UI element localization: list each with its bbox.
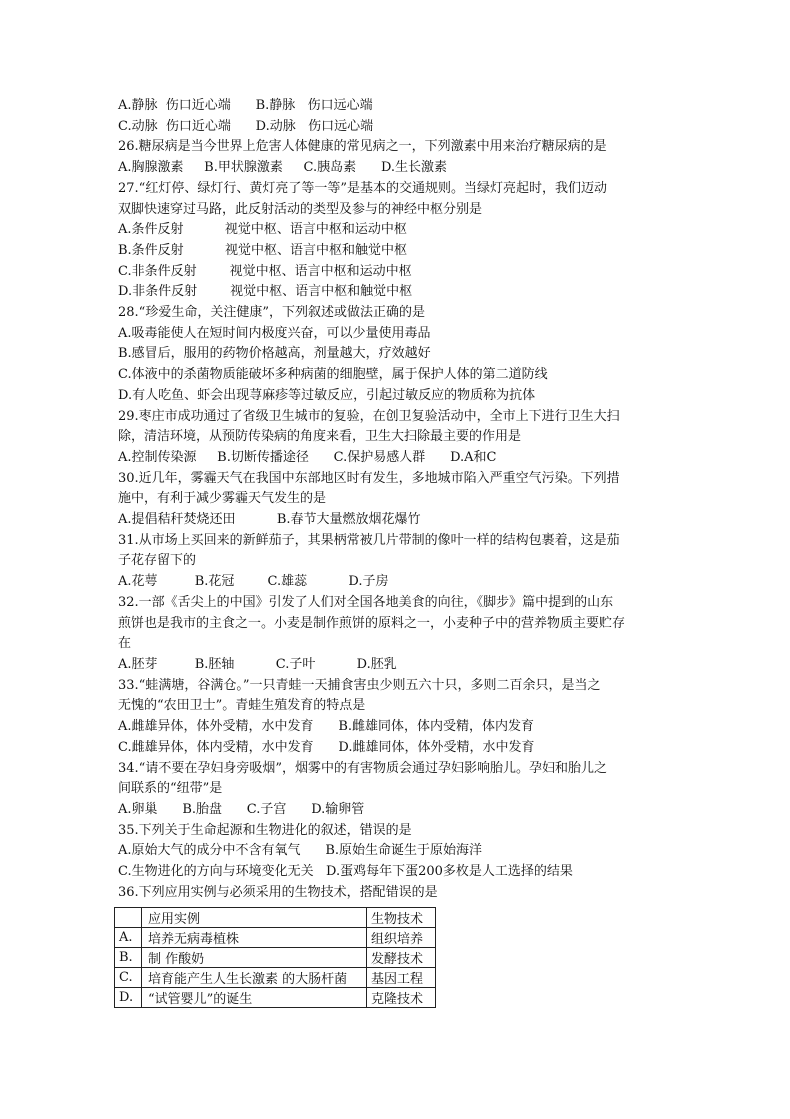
text-line: B.感冒后，服用的药物价格越高，剂量越大，疗效越好 (118, 346, 431, 362)
text-line: 除，清洁环境，从预防传染病的角度来看，卫生大扫除最主要的作用是 (118, 429, 522, 445)
text-line: D.非条件反射 视觉中枢、语言中枢和触觉中枢 (118, 284, 413, 300)
text-line: 27.“红灯停、绿灯行、黄灯亮了等一等”是基本的交通规则。当绿灯亮起时，我们迈动 (118, 180, 607, 196)
table-cell: A. (115, 928, 142, 948)
text-line: A.静脉 伤口近心端 B.静脉 伤口远心端 (118, 98, 373, 113)
table-cell: C. (115, 968, 142, 988)
text-line: 施中，有利于减少雾霾天气发生的是 (118, 491, 327, 507)
text-line: A.提倡秸秆焚烧还田 B.春节大量燃放烟花爆竹 (118, 512, 421, 528)
text-line: 双脚快速穿过马路，此反射活动的类型及参与的神经中枢分别是 (118, 201, 483, 217)
text-line: 在 (118, 636, 132, 652)
text-line: 26.糖尿病是当今世界上危害人体健康的常见病之一，下列激素中用来治疗糖尿病的是 (118, 139, 607, 155)
table-cell: “试管婴儿”的诞生 (142, 988, 367, 1008)
question-text (118, 96, 738, 903)
text-line: 34.“请不要在孕妇身旁吸烟”，烟雾中的有害物质会通过孕妇影响胎儿。孕妇和胎儿之 (118, 760, 607, 776)
text-line: 无愧的“农田卫士”。青蛙生殖发育的特点是 (118, 698, 366, 714)
text-line: 36.下列应用实例与必须采用的生物技术，搭配错误的是 (118, 884, 438, 900)
table-cell: 培育能产生人生长激素 的大肠杆菌 (142, 968, 367, 988)
table-row (115, 968, 436, 988)
text-line: B.条件反射 视觉中枢、语言中枢和触觉中枢 (118, 242, 408, 258)
text-line: 33.“蛙满塘，谷满仓。”一只青蛙一天捕食害虫少则五六十只，多则二百余只，是当之 (118, 677, 601, 693)
text-line: A.原始大气的成分中不含有氧气 B.原始生命诞生于原始海洋 (118, 843, 483, 859)
table-row (115, 948, 436, 968)
text-line: A.花萼 B.花冠 C.雄蕊 D.子房 (118, 574, 389, 590)
table-header-row (115, 908, 436, 928)
text-line: C.生物进化的方向与环境变化无关 D.蛋鸡每年下蛋200多枚是人工选择的结果 (118, 864, 573, 880)
text-line: 29.枣庄市成功通过了省级卫生城市的复验，在创卫复验活动中，全市上下进行卫生大扫 (118, 408, 620, 424)
table-row (115, 928, 436, 948)
text-line: 28.“珍爱生命，关注健康”，下列叙述或做法正确的是 (118, 305, 425, 321)
text-line: C.雌雄异体，体内受精，水中发育 D.雌雄同体，体外受精，水中发育 (118, 739, 535, 755)
text-line: 子花存留下的 (118, 553, 197, 569)
table-cell: 基因工程 (367, 968, 436, 988)
text-line: C.体液中的杀菌物质能破坏多种病菌的细胞壁，属于保护人体的第二道防线 (118, 367, 548, 383)
text-line: 煎饼也是我市的主食之一。小麦是制作煎饼的原料之一，小麦种子中的营养物质主要贮存 (118, 615, 626, 631)
text-line: A.雌雄异体，体外受精，水中发育 B.雌雄同体，体内受精，体内发育 (118, 719, 535, 735)
text-line: 间联系的“纽带”是 (118, 781, 223, 797)
text-line: C.非条件反射 视觉中枢、语言中枢和运动中枢 (118, 263, 412, 279)
text-line: A.条件反射 视觉中枢、语言中枢和运动中枢 (118, 222, 407, 238)
text-line: 32.一部《舌尖上的中国》引发了人们对全国各地美食的向往，《脚步》篇中提到的山东 (118, 594, 614, 610)
table-cell: 生物技术 (367, 908, 436, 928)
text-line: A.卵巢 B.胎盘 C.子宫 D.输卵管 (118, 801, 365, 817)
table-row (115, 988, 436, 1008)
text-line: A.控制传染源 B.切断传播途径 C.保护易感人群 D.A和C (118, 449, 497, 465)
table-cell: 发酵技术 (367, 948, 436, 968)
text-line: A.胸腺激素 B.甲状腺激素 C.胰岛素 D.生长激素 (118, 160, 448, 176)
text-line: D.有人吃鱼、虾会出现荨麻疹等过敏反应，引起过敏反应的物质称为抗体 (118, 387, 536, 403)
table-cell: 组织培养 (367, 928, 436, 948)
text-line: 35.下列关于生命起源和生物进化的叙述，错误的是 (118, 822, 412, 838)
table-cell: 克隆技术 (367, 988, 436, 1008)
table-cell: B. (115, 948, 142, 968)
table-cell: 应用实例 (142, 908, 367, 928)
table-cell: 制 作酸奶 (142, 948, 367, 968)
text-line: 30.近几年，雾霾天气在我国中东部地区时有发生，多地城市陷入严重空气污染。下列措 (118, 470, 620, 486)
text-line: 31.从市场上买回来的新鲜茄子，其果柄常被几片带制的像叶一样的结构包裹着，这是茄 (118, 532, 620, 548)
text-line: A.吸毒能使人在短时间内极度兴奋，可以少量使用毒品 (118, 325, 431, 341)
table-cell: 培养无病毒植株 (142, 928, 367, 948)
table-cell (115, 908, 142, 928)
table-cell: D. (115, 988, 142, 1008)
question-36-table (114, 907, 436, 1008)
text-line: C.动脉 伤口近心端 D.动脉 伤口远心端 (118, 118, 374, 134)
text-line: A.胚芽 B.胚轴 C.子叶 D.胚乳 (118, 656, 397, 672)
